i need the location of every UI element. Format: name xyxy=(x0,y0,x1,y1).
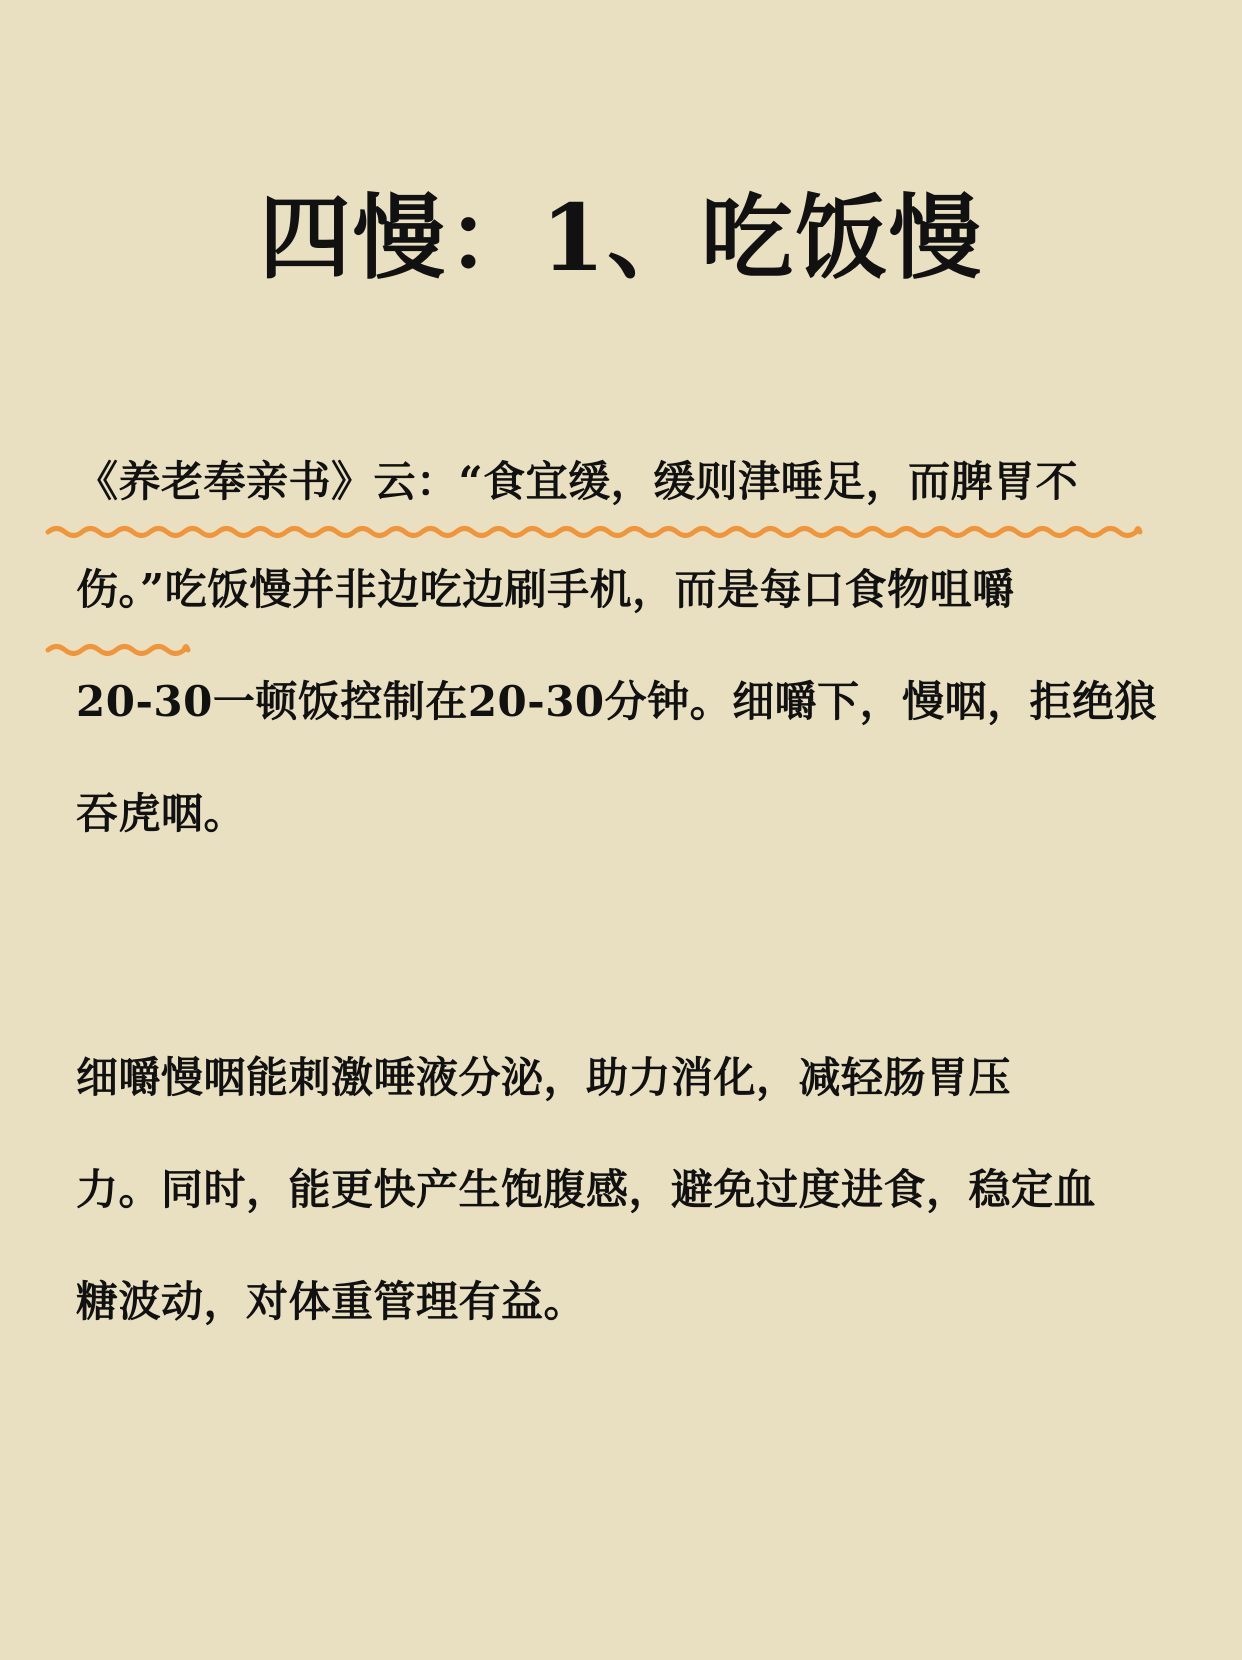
paragraph2-line: 细嚼慢咽能刺激唾液分泌，助力消化，减轻肠胃压 xyxy=(76,1053,1012,1102)
wavy-underline-line2 xyxy=(48,640,198,660)
paragraph2-line: 力。同时，能更快产生饱腹感，避免过度进食，稳定血 xyxy=(76,1165,1097,1214)
paragraph1-line: 《养老奉亲书》云：“食宜缓，缓则津唾足，而脾胃不 xyxy=(76,457,1079,506)
wavy-underline-line1 xyxy=(48,522,1148,542)
paragraph2-line: 糖波动，对体重管理有益。 xyxy=(76,1277,587,1326)
paragraph1-line: 20-30一顿饭控制在20-30分钟。细嚼下，慢咽，拒绝狼 xyxy=(76,677,1158,726)
paragraph1-line: 吞虎咽。 xyxy=(76,789,247,838)
page-title: 四慢：1、吃饭慢 xyxy=(258,184,983,292)
paragraph1-line: 伤。”吃饭慢并非边吃边刷手机，而是每口食物咀嚼 xyxy=(76,565,1015,614)
